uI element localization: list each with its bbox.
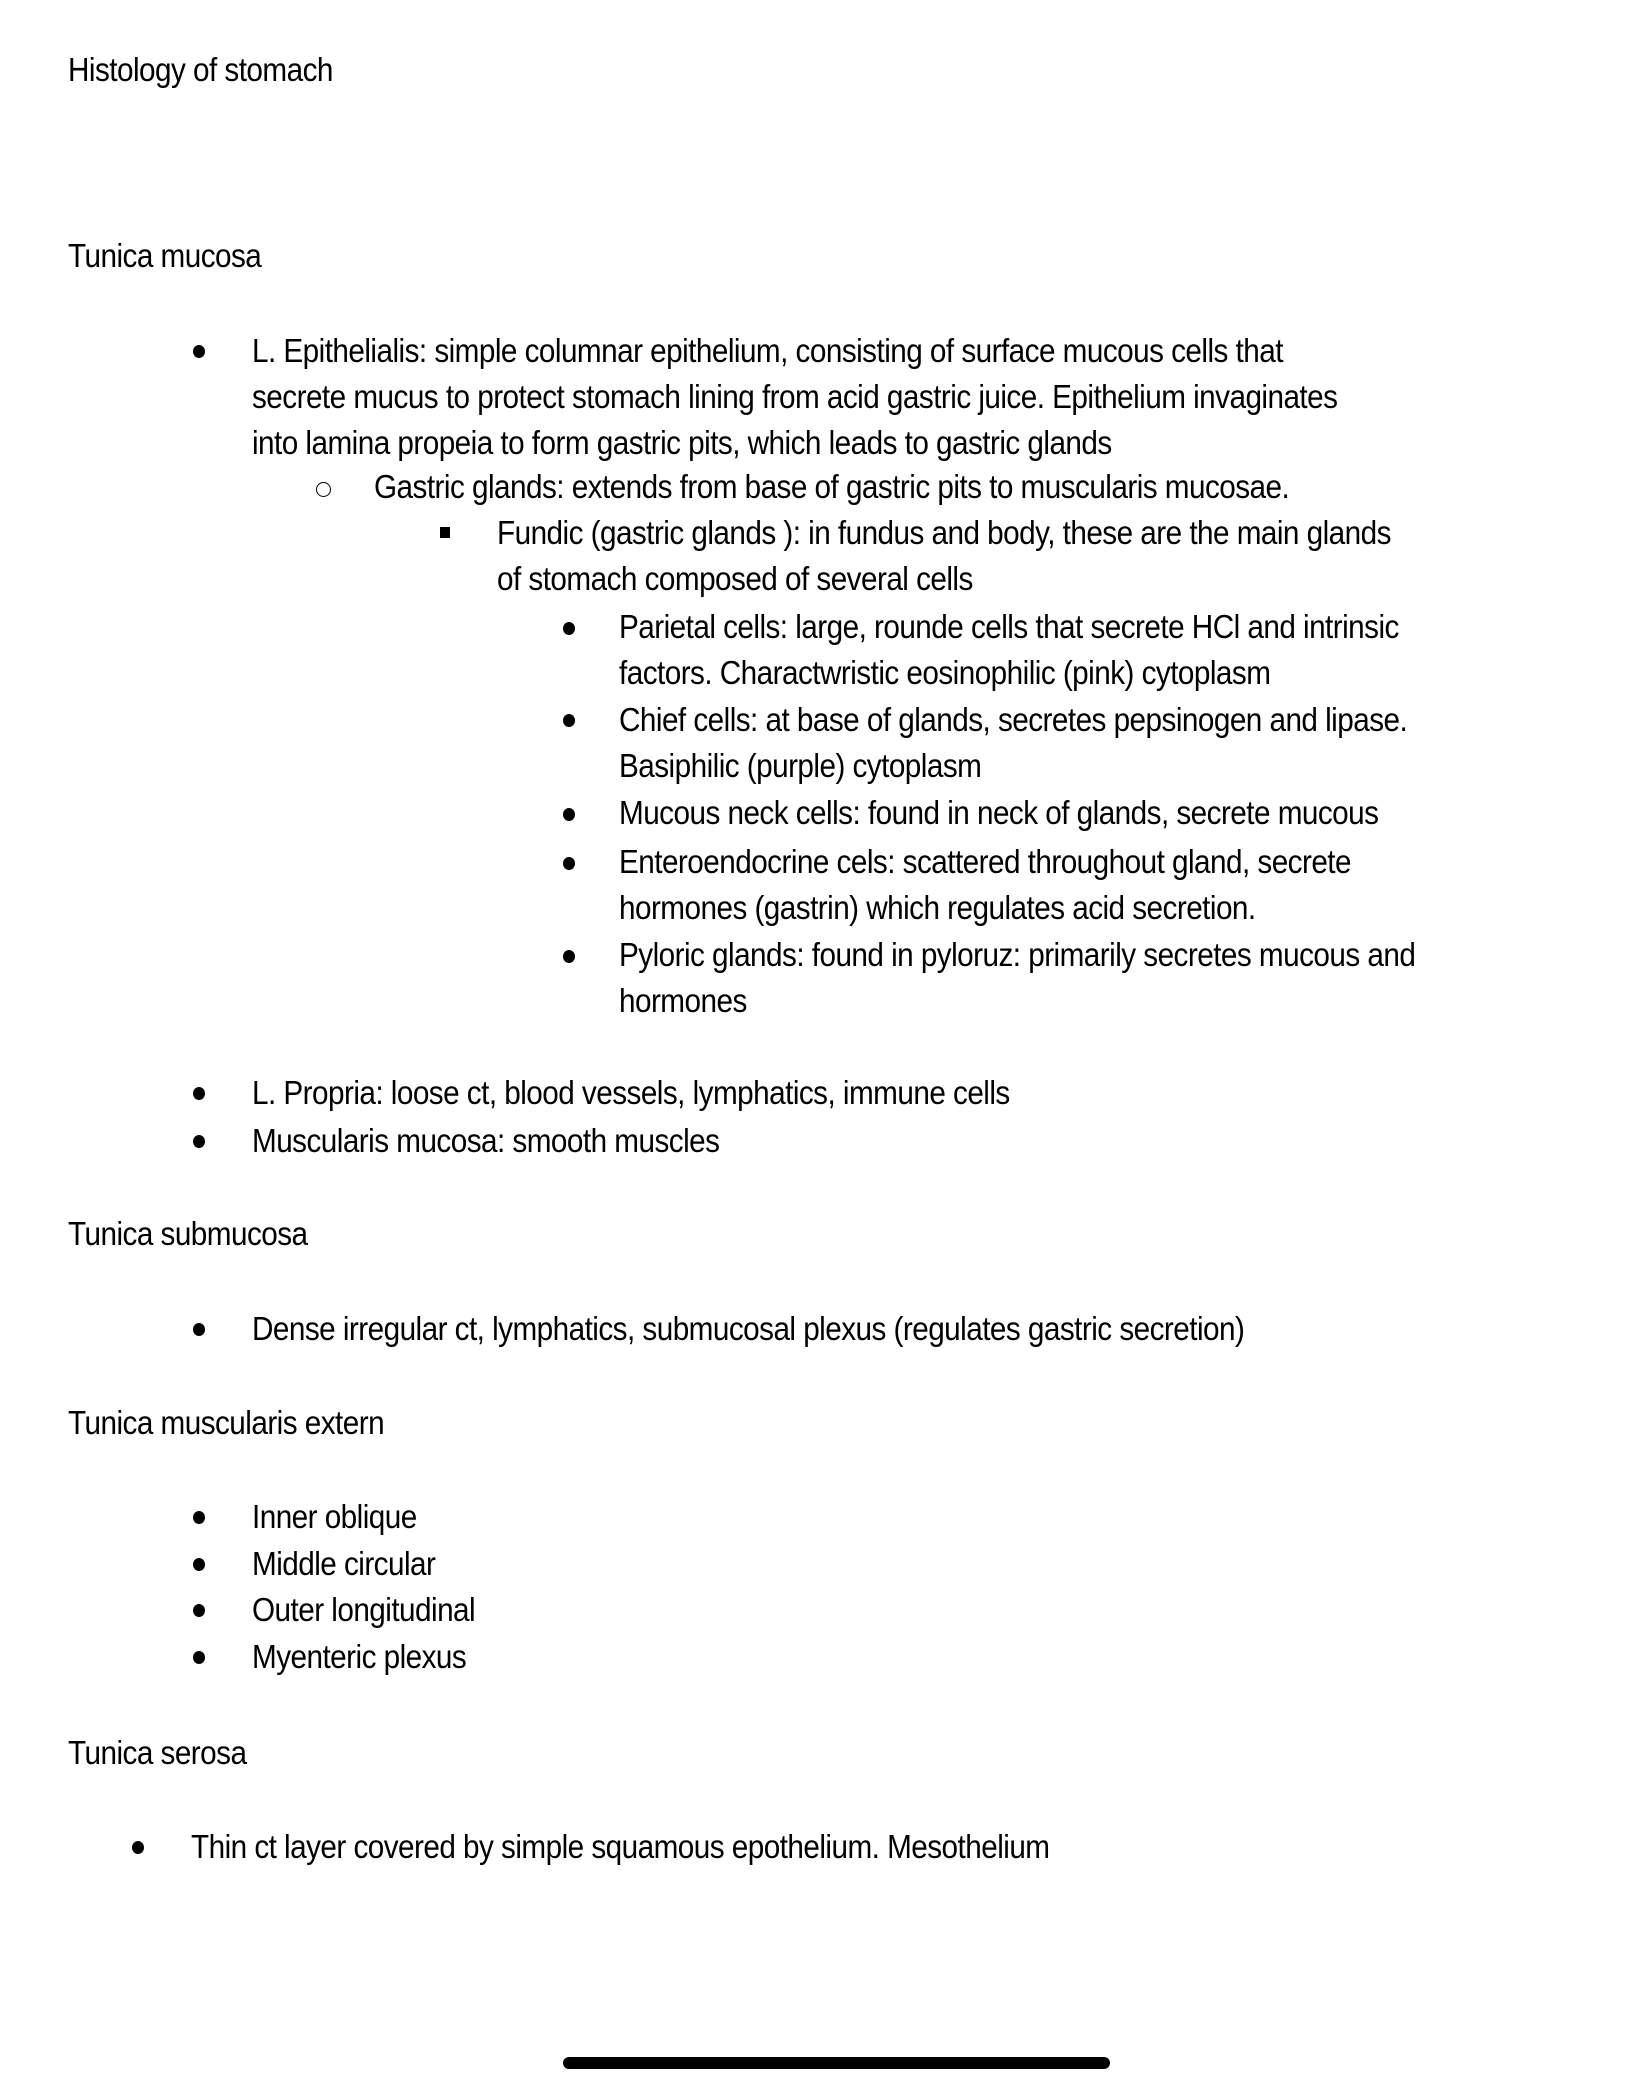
list-item-line: Inner oblique bbox=[252, 1498, 417, 1535]
list-item-line: Outer longitudinal bbox=[252, 1591, 476, 1628]
list-item-line: hormones (gastrin) which regulates acid secretion. bbox=[619, 889, 1256, 926]
list-item-line: Muscularis mucosa: smooth muscles bbox=[252, 1122, 720, 1159]
bullet-icon bbox=[132, 1841, 144, 1854]
list-item-line: Thin ct layer covered by simple squamous epothelium. Mesothelium bbox=[191, 1828, 1050, 1865]
list-item-line: secrete mucus to protect stomach lining from acid gastric juice. Epithelium invaginates bbox=[252, 378, 1338, 415]
list-item-line: Pyloric glands: found in pyloruz: primarily secretes mucous and bbox=[619, 936, 1416, 973]
bullet-icon bbox=[563, 808, 575, 821]
list-item-line: Chief cells: at base of glands, secretes pepsinogen and lipase. bbox=[619, 701, 1408, 738]
list-item-line: Middle circular bbox=[252, 1545, 436, 1582]
bullet-icon bbox=[193, 1087, 205, 1100]
list-item-line: Parietal cells: large, rounde cells that secrete HCl and intrinsic bbox=[619, 608, 1399, 645]
list-item-line: factors. Charactwristic eosinophilic (pink) cytoplasm bbox=[619, 654, 1271, 691]
section-heading-tunica-muscularis-extern: Tunica muscularis extern bbox=[68, 1404, 385, 1441]
list-item-line: Gastric glands: extends from base of gastric pits to muscularis mucosae. bbox=[374, 468, 1290, 505]
list-item-line: Basiphilic (purple) cytoplasm bbox=[619, 747, 982, 784]
bullet-icon bbox=[193, 1558, 205, 1571]
section-heading-tunica-submucosa: Tunica submucosa bbox=[68, 1215, 308, 1252]
bullet-icon bbox=[563, 714, 575, 727]
bullet-icon bbox=[193, 1323, 205, 1336]
list-item-line: Enteroendocrine cels: scattered throughout gland, secrete bbox=[619, 843, 1351, 880]
list-item-line: L. Epithelialis: simple columnar epithelium, consisting of surface mucous cells that bbox=[252, 332, 1283, 369]
bullet-icon bbox=[563, 857, 575, 870]
bullet-icon bbox=[193, 345, 205, 358]
list-item-line: L. Propria: loose ct, blood vessels, lymphatics, immune cells bbox=[252, 1074, 1010, 1111]
section-heading-tunica-serosa: Tunica serosa bbox=[68, 1734, 247, 1771]
document-title: Histology of stomach bbox=[68, 51, 333, 88]
bullet-icon bbox=[563, 622, 575, 635]
hollow-circle-bullet-icon bbox=[316, 482, 331, 497]
list-item-line: Dense irregular ct, lymphatics, submucosal plexus (regulates gastric secretion) bbox=[252, 1310, 1245, 1347]
list-item-line: Mucous neck cells: found in neck of glands, secrete mucous bbox=[619, 794, 1379, 831]
section-heading-tunica-mucosa: Tunica mucosa bbox=[68, 237, 262, 274]
list-item-line: into lamina propeia to form gastric pits, which leads to gastric glands bbox=[252, 424, 1112, 461]
bullet-icon bbox=[193, 1135, 205, 1148]
bullet-icon bbox=[193, 1511, 205, 1524]
list-item-line: hormones bbox=[619, 982, 747, 1019]
square-bullet-icon bbox=[440, 527, 450, 538]
list-item-line: of stomach composed of several cells bbox=[497, 560, 973, 597]
bullet-icon bbox=[193, 1604, 205, 1617]
list-item-line: Myenteric plexus bbox=[252, 1638, 467, 1675]
bullet-icon bbox=[193, 1651, 205, 1664]
bullet-icon bbox=[563, 950, 575, 963]
home-indicator-bar[interactable] bbox=[563, 2057, 1110, 2069]
list-item-line: Fundic (gastric glands ): in fundus and body, these are the main glands bbox=[497, 514, 1391, 551]
